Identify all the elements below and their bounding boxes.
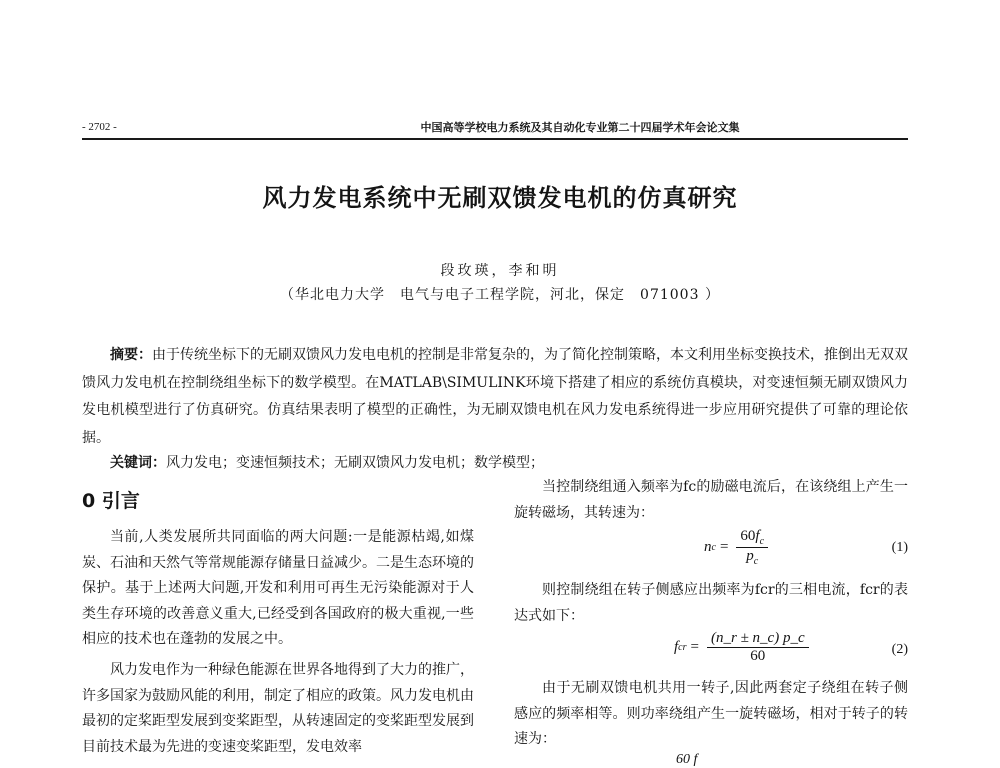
left-paragraph-1: 当前,人类发展所共同面临的两大问题:一是能源枯竭,如煤炭、石油和天然气等常规能源存储量日益减少。二是生态环境的保护。基于上述两大问题,开发和利用可再生无污染能源对于人类生存环境的改善意义重大,已经受到各国政府的极大重视,一些相应的技术也在蓬勃的发展之中。 xyxy=(82,529,474,647)
equation-1-number: (1) xyxy=(891,540,908,555)
abstract xyxy=(82,342,908,452)
authors: 段玫瑛，李和明 xyxy=(440,263,560,279)
equation-1: n c = $\frac{60f_c}{p_c}$ (1) xyxy=(704,528,908,567)
keywords-label: 关键词： xyxy=(110,455,166,471)
header-rule xyxy=(82,138,908,140)
affiliation: （华北电力大学 电气与电子工程学院，河北，保定 071003 ） xyxy=(280,287,720,303)
right-paragraph-2: 则控制绕组在转子侧感应出频率为fcr的三相电流，fcr的表达式如下： xyxy=(514,582,908,624)
page-number: - 2702 - xyxy=(82,121,117,133)
section-heading: 0 引言 xyxy=(82,490,140,512)
right-paragraph-3: 由于无刷双馈电机共用一转子,因此两套定子绕组在转子侧感应的频率相等。则功率绕组产生一旋转磁场，相对于转子的转速为： xyxy=(514,680,908,747)
running-title: 中国高等学校电力系统及其自动化专业第二十四届学术年会论文集 xyxy=(420,121,740,134)
right-paragraph-1: 当控制绕组通入频率为fc的励磁电流后，在该绕组上产生一旋转磁场，其转速为： xyxy=(514,479,908,521)
equation-3-partial: 60 f xyxy=(676,752,698,767)
equation-2: f cr = $\frac{(n\_r \pm n\_c) p\_c}{60}$ (2) xyxy=(674,630,908,664)
keywords xyxy=(110,452,544,472)
equation-2-number: (2) xyxy=(891,642,908,657)
left-paragraph-2: 风力发电作为一种绿色能源在世界各地得到了大力的推广，许多国家为鼓励风能的利用，制定了相应的政策。风力发电机由最初的定桨距型发展到变桨距型，从转速固定的变桨距型发展到目前技术最为先进的变速变桨距型，发电效率 xyxy=(82,662,474,755)
abstract-text: 由于传统坐标下的无刷双馈风力发电电机的控制是非常复杂的，为了简化控制策略，本文利用坐标变换技术，推倒出无双双馈风力发电机在控制绕组坐标下的数学模型。在MATLAB\SIMULINK环境下搭建了相应的系统仿真模块，对变速恒频无刷双馈风力发电机模型进行了仿真研究。仿真结果表明了模型的正确性，为无刷双馈电机在风力发电系统得进一步应用研究提供了可靠的理论依据。 xyxy=(82,347,908,446)
abstract-label: 摘要： xyxy=(110,347,152,363)
paper-title: 风力发电系统中无刷双馈发电机的仿真研究 xyxy=(262,183,738,212)
keywords-text: 风力发电；变速恒频技术；无刷双馈风力发电机；数学模型； xyxy=(166,455,544,471)
